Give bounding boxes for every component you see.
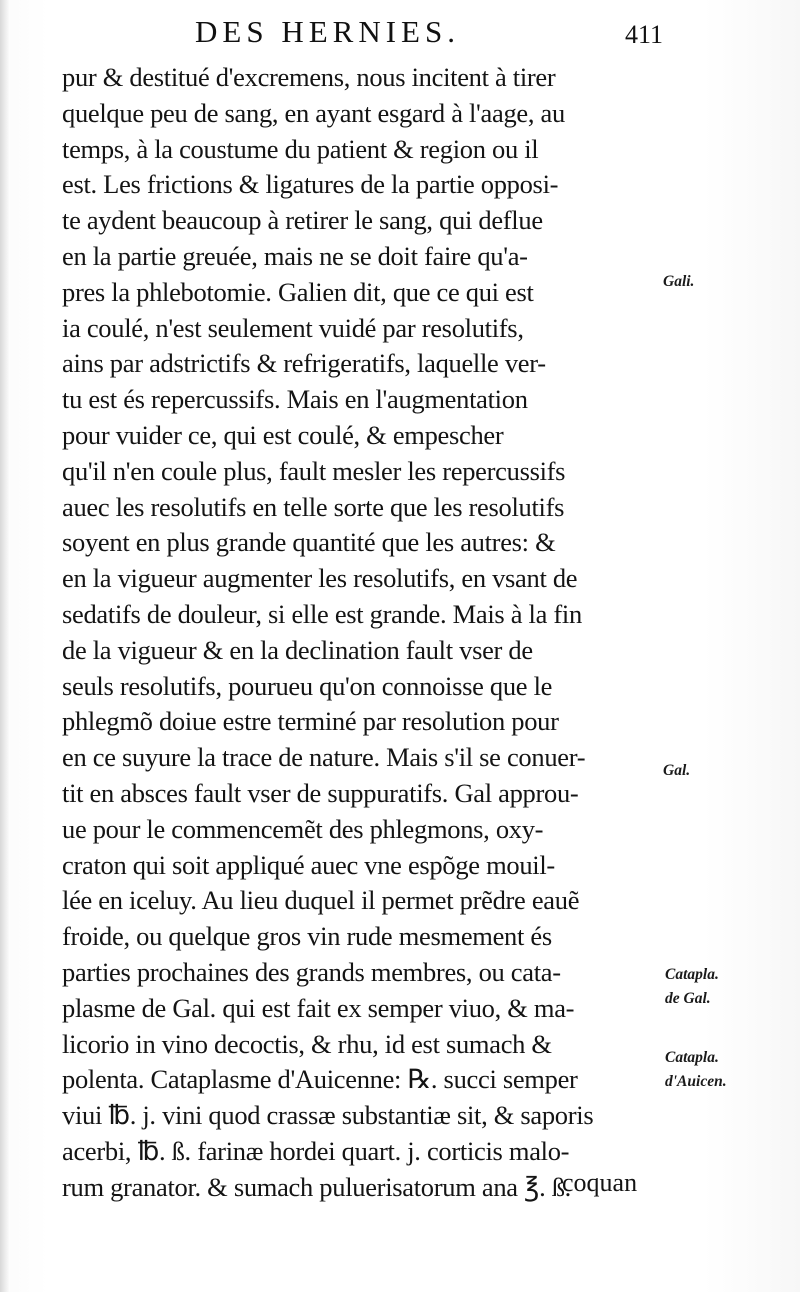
page-number: 411 [625, 20, 664, 49]
text-line: ains par adstrictifs & refrigeratifs, laquelle ver- [62, 348, 546, 379]
text-line: tu est és repercussifs. Mais en l'augmentation [62, 384, 528, 415]
text-line: est. Les frictions & ligatures de la partie opposi- [62, 169, 559, 200]
margin-note-cataplasme-auicen-line2: d'Auicen. [665, 1073, 727, 1090]
text-line: phlegmõ doiue estre terminé par resolution pour [62, 706, 559, 737]
text-line: licorio in vino decoctis, & rhu, id est sumach & [62, 1028, 552, 1059]
text-line: soyent en plus grande quantité que les autres: & [62, 527, 556, 558]
text-line: temps, à la coustume du patient & region ou il [62, 133, 539, 164]
text-line: ia coulé, n'est seulement vuidé par resolutifs, [62, 312, 524, 343]
catchword: coquan [562, 1168, 638, 1197]
text-line: viui ℔. j. vini quod crassæ substantiæ sit, & saporis [62, 1100, 594, 1131]
text-line: polenta. Cataplasme d'Auicenne: ℞. succi semper [62, 1064, 578, 1095]
running-head: DES HERNIES. [195, 14, 460, 49]
text-line: tit en absces fault vser de suppuratifs. Gal approu- [62, 777, 579, 808]
text-line: qu'il n'en coule plus, fault mesler les repercussifs [62, 455, 566, 486]
text-line: lée en iceluy. Au lieu duquel il permet prẽdre eauẽ [62, 885, 580, 916]
text-line: en la partie greuée, mais ne se doit faire qu'a- [62, 240, 528, 271]
text-line: en ce suyure la trace de nature. Mais s'il se conuer- [62, 742, 586, 773]
margin-note-cataplasme-auicen-line1: Catapla. [665, 1049, 719, 1066]
text-line: pour vuider ce, qui est coulé, & empescher [62, 419, 504, 450]
text-line: froide, ou quelque gros vin rude mesmement és [62, 921, 552, 952]
text-line: en la vigueur augmenter les resolutifs, en vsant de [62, 563, 578, 594]
text-line: sedatifs de douleur, si elle est grande. Mais à la fin [62, 598, 582, 629]
margin-note-cataplasme-gal-line2: de Gal. [665, 990, 711, 1007]
margin-note-gali: Gali. [663, 273, 695, 290]
text-line: plasme de Gal. qui est fait ex semper viuo, & ma- [62, 992, 575, 1023]
text-line: auec les resolutifs en telle sorte que les resolutifs [62, 491, 565, 522]
text-line: seuls resolutifs, pourueu qu'on connoisse que le [62, 670, 553, 701]
margin-note-gal: Gal. [663, 762, 691, 779]
text-line: te aydent beaucoup à retirer le sang, qui deflue [62, 205, 543, 236]
text-line: craton qui soit appliqué auec vne espõge mouil- [62, 849, 555, 880]
text-line: parties prochaines des grands membres, ou cata- [62, 956, 561, 987]
text-line: de la vigueur & en la declination fault vser de [62, 634, 533, 665]
text-line: rum granator. & sumach puluerisatorum ana ℥. ß. [62, 1171, 571, 1202]
text-line: acerbi, ℔. ß. farinæ hordei quart. j. corticis malo- [62, 1135, 570, 1166]
text-line: pur & destitué d'excremens, nous incitent à tirer [62, 62, 556, 92]
text-line: quelque peu de sang, en ayant esgard à l'aage, au [62, 97, 565, 128]
margin-note-cataplasme-gal-line1: Catapla. [665, 966, 719, 983]
body-text [62, 60, 657, 1206]
text-line: pres la phlebotomie. Galien dit, que ce qui est [62, 276, 534, 307]
text-line: ue pour le commencemẽt des phlegmons, oxy- [62, 813, 544, 844]
page-spine-shadow [0, 0, 10, 1292]
